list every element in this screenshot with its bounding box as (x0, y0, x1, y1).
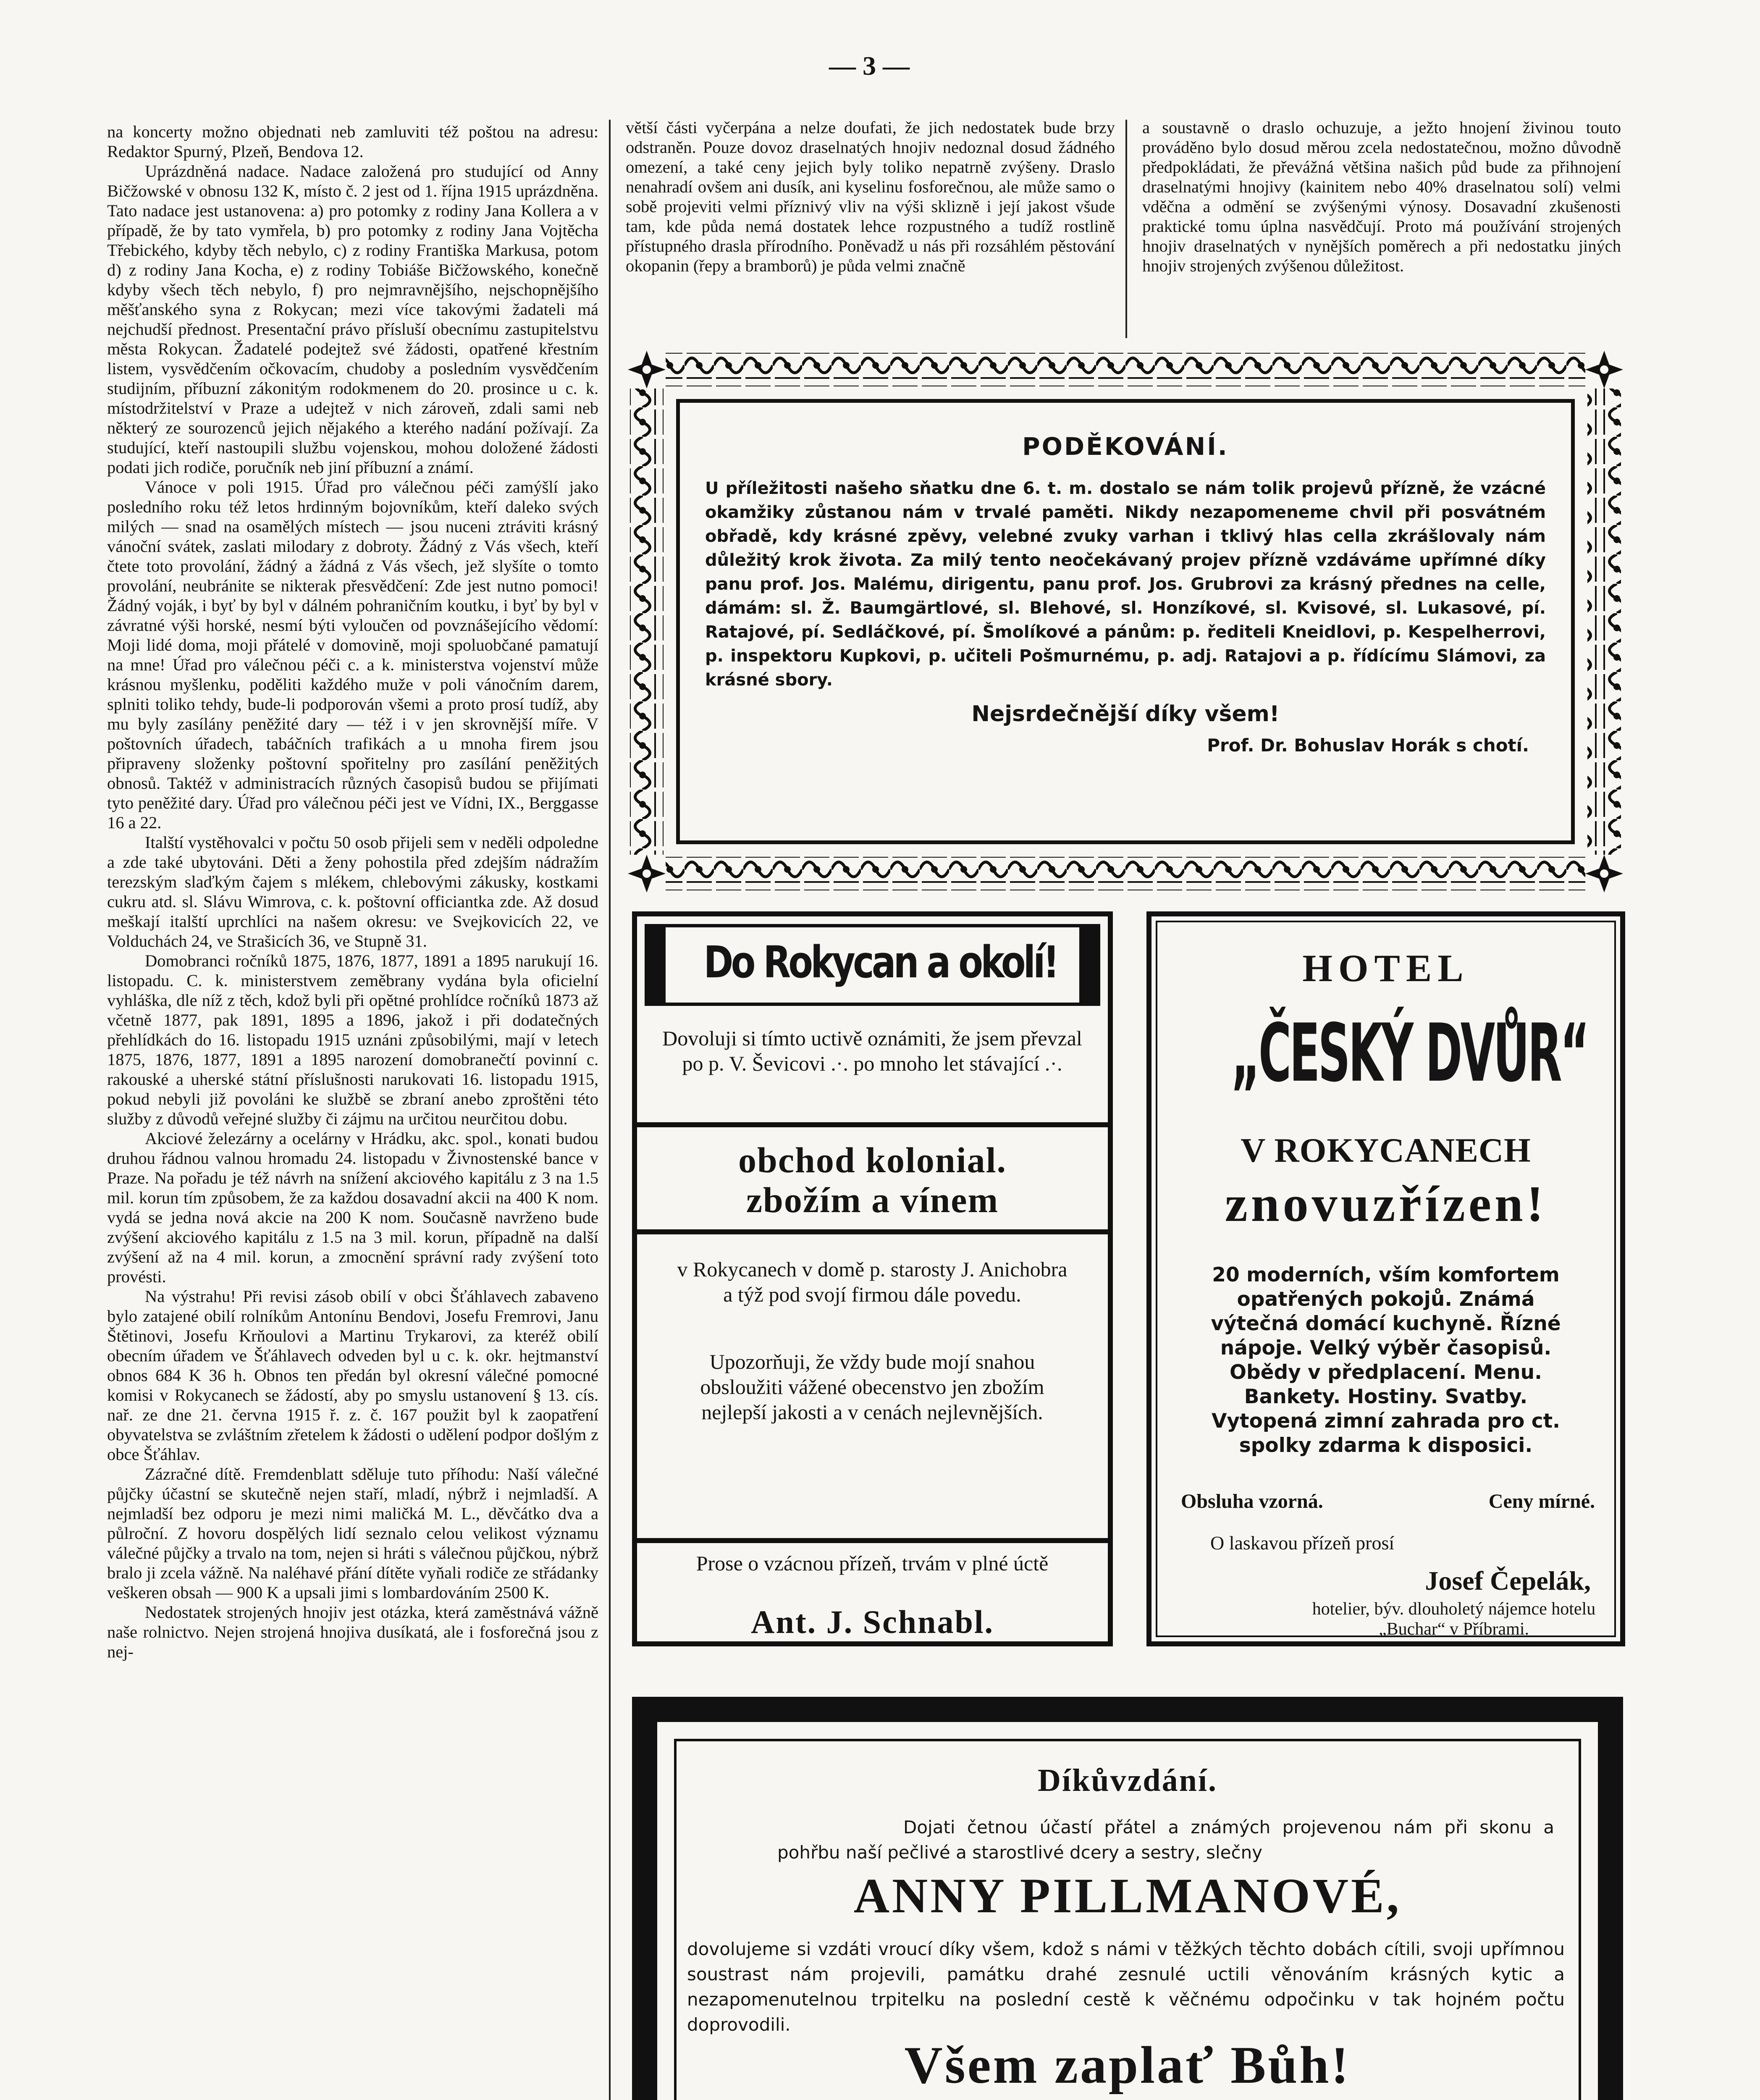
schnabl-notice: Upozorňuji, že vždy bude mojí snahou obsloužiti vážené obecenstvo jen zbožím nejlepší jakosti a v cenách nejlevnějších. (700, 1350, 1044, 1424)
pillman-title: Díkůvzdání. (1038, 1763, 1217, 1798)
schnabl-headline-box (645, 924, 1100, 1006)
hotel-ad (1146, 911, 1625, 1646)
news-column-3 (1142, 118, 1621, 340)
article-zazracne-dite: Zázračné dítě. Fremdenblatt sděluje tuto příhodu: Naší válečné půjčky účastní se skutečně nejen staří, mladí, nýbrž i nejmladší. A nejmladší bez odporu je mezi nimi maličká M. L., děvčátko dva a půlroční. Z hovoru dospělých lidí seznalo celou velikost významu válečné půjčky a trvalo na tom, nejen si hráti s válečnou půjčkou, nýbrž bralo ji zcela vážně. Na naléhavé přání dítěte vyňali rodiče ze střádanky veškeren obsah — 900 K a upsali jimi s lombardováním 2500 K. (107, 1465, 598, 1602)
schnabl-rule-2 (637, 1229, 1108, 1234)
hotel-owner: Josef Čepelák, (1425, 1566, 1591, 1596)
article-nadace: Uprázdněná nadace. Nadace založená pro studující od Anny Bičžowské v obnosu 132 K, místo č. 2 jest od 1. října 1915 uprázdněna. Tato nadace jest ustanovena: a) pro potomky z rodiny Jana Kollera a v případě, že by tato vymřela, b) pro potomky z rodiny Jana Vojtěcha Třebického, kdyby těch nebylo, c) z rodiny Františka Markusa, potom d) z rodiny Jana Kocha, e) z rodiny Tobiáše Bičžowského, konečně kdyby všech těch nebylo, f) pro nejmravnějšího, nejschopnějšího měšťanského syna z Rokycan; mezi více takovými žadateli má nejchudší přednost. Presentační právo přísluší obecnímu zastupitelstvu města Rokycan. Žadatelé podejtež své žádosti, opatřené křestním listem, vysvědčením očkovacím, chudoby a posledním vysvědčením studijním, příbuzní zákonitým rodokmenem do 20. prosince u c. k. místodržitelství v Praze a udejtež v nich zároveň, zdali sami neb některý ze sourozenců jejich nějakého a kterého nadání požívají. Za studující, kteří nastoupili službu vojenskou, mohou doložené žádosti podati jich rodiče, poručník neb jiní příbuzní a známí. (107, 162, 598, 477)
news-column-2 (626, 118, 1115, 340)
pillman-intro: Dojati četnou účastí přátel a známých projevenou nám při skonu a pohřbu naší pečlivé a starostlivé dcery a sestry, slečny (777, 1817, 1554, 1863)
schnabl-location: v Rokycanech v domě p. starosty J. Anichobra a týž pod svojí firmou dále povedu. (677, 1257, 1068, 1306)
news-column-1 (107, 122, 598, 2100)
thanks-ad (626, 349, 1625, 895)
schnabl-shop-line-2: zbožím a vínem (746, 1180, 999, 1220)
schnabl-intro: Dovoluji si tímto uctivě oznámiti, že jsem převzal po p. V. Ševicovi .·. po mnoho let stávající .·. (662, 1026, 1082, 1075)
thanks-title: PODĚKOVÁNÍ. (1022, 432, 1229, 461)
thanks-body: U příležitosti našeho sňatku dne 6. t. m. dostalo se nám tolik projevů přízně, že vzácné okamžiky zůstanou nám v trvalé paměti. Nikdy nezapomeneme chvil při posvátném obřadě, kdy krásné zpěvy, velebné zvuky varhan i tklivý hlas cella zkrášlovaly nám důležitý krok života. Za milý tento neočekávaný projev přízně vzdáváme upřímné díky panu prof. Jos. Malému, dirigentu, panu prof. Jos. Grubrovi za krásný přednes na celle, dámám: sl. Ž. Baumgärtlové, sl. Blehové, sl. Honzíkové, sl. Kvisové, sl. Lukasové, pí. Ratajové, pí. Sedláčkové, pí. Šmolíkové a pánům: p. řediteli Kneidlovi, p. Kespelherrovi, p. inspektoru Kupkovi, p. učiteli Pošmurnému, p. adj. Ratajovi a p. řídícímu Slámovi, za krásné sbory. (705, 479, 1546, 690)
page-number: — 3 — (829, 51, 910, 81)
pillman-ad (674, 1739, 1581, 2100)
hotel-city: V ROKYCANECH (1241, 1131, 1531, 1169)
schnabl-rule-3 (637, 1538, 1108, 1543)
hotel-prices: Ceny mírné. (1488, 1490, 1595, 1512)
pillman-ad-bar-right (1598, 1697, 1623, 2100)
schnabl-headline: Do Rokycan a okolí! (703, 937, 1057, 988)
article-hnojiva-cont: větší části vyčerpána a nelze doufati, že jich nedostatek bude brzy odstraněn. Pouze dovoz draselnatých hnojiv nedoznal dosud žádného omezení, a také ceny jejich byly toliko nepatrně zvýšeny. Draslo nenahradí ovšem ani dusík, ani kyselinu fosforečnou, ale může samo o sobě projeviti velmi příznivý vliv na výši sklizně i její jakost všude tam, kde půda nemá dostatek lehce rozpustného a tudíž rostlině přístupného drasla přírodního. Poněvadž u nás při rozsáhlém pěstování okopanin (řepy a bramborů) je půda velmi značně (626, 118, 1115, 275)
hotel-name: „ČESKÝ DVŮR“ (1231, 1007, 1588, 1100)
column-rule-2 (1125, 120, 1127, 338)
pillman-ad-bar-top (632, 1697, 1623, 1722)
hotel-service: Obsluha vzorná. (1181, 1490, 1323, 1512)
headline-bar-left (648, 927, 666, 1003)
article-hnojiva-end: a soustavně o draslo ochuzuje, a ježto hnojení živinou touto prováděno bylo dosud měrou zcela nedostatečnou, možno důvodně předpokládati, že převážná většina našich půd bude za přihnojení draselnatými hnojivy (kainitem nebo 40% draselnatou solí) velmi vděčna a odmění se zvýšenými výnosy. Dosavadní zkušenosti praktické tomu úplna nasvědčují. Proto má používání strojených hnojiv draselnatých v nynějších poměrech a při nedostatku jiných hnojiv strojených zvýšenou důležitost. (1142, 118, 1621, 275)
article-vystraha: Na výstrahu! Při revisi zásob obilí v obci Šťáhlavech zabaveno bylo zatajené obilí rolníkům Antonínu Bendovi, Josefu Fremrovi, Janu Štětinovi, Josefu Krňoulovi a Martinu Trykarovi, za kteréž obilí obecním úřadem ve Šťáhlavech odveden byl u c. k. okr. hejtmanství obnos 684 K 36 h. Obnos ten předán byl okresní válečné pomocné komisi v Rokycanech se žádostí, aby po smyslu ustanovení § 13. cís. nař. ze dne 21. června 1915 ř. z. č. 167 použit byl k zaopatření obyvatelstva se zvláštním zřetelem k žádosti o udělení podpor došlým z obce Šťáhlav. (107, 1287, 598, 1464)
hotel-owner-note: hotelier, býv. dlouholetý nájemce hotelu „Buchar“ v Příbrami. (1312, 1599, 1596, 1639)
thanks-closing: Nejsrdečnější díky všem! (971, 701, 1280, 727)
pillman-body: dovolujeme si vzdáti vroucí díky všem, kdož s námi v těžkých těchto dobách cítili, svoji upřímnou soustrast nám projevili, památku drahé zesnulé uctili věnováním krásných kytic a nezapomenutelnou trpitelku na poslední cestě k věčnému odpočinku v tak hojném počtu doprovodili. (687, 1939, 1565, 2035)
pillman-name: ANNY PILLMANOVÉ, (853, 1868, 1402, 1923)
headline-bar-right (1079, 927, 1097, 1003)
article-zelezarny: Akciové železárny a ocelárny v Hrádku, akc. spol., konati budou druhou řádnou valnou hromadu 24. listopadu v Živnostenské bance v Praze. Na pořadu je též návrh na snížení akciového kapitálu z 3 na 1.5 mil. korun tím způsobem, že za každou dosavadní akcii na 400 K nom. vydá se jedna nová akcie na 200 K nom. Současně navrženo bude zvýšení akciového kapitálu z 1.5 na 3 mil. korun, případně na další zvýšení až na 4 mil. korun, a zmocnění správní rady zvýšení toto provésti. (107, 1129, 598, 1286)
article-domobranci: Domobranci ročníků 1875, 1876, 1877, 1891 a 1895 narukují 16. listopadu. C. k. ministerstvem zeměbrany vydána byla oficielní vyhláška, dle níž z těch, kdož byli při opětné prohlídce ročníků 1873 až včetně 1877, pak 1891, 1895 a 1896, jakož i při dodatečných přehlídkách do 16. listopadu 1915 uznáni způsobilými, mají v letech 1875, 1876, 1877, 1891 a 1895 narození domobranečtí povinní c. rakouské a uherské státní příslušnosti narukovati 16. listopadu 1915, pokud nebyli již povoláni ke službě se zbraní anebo zproštěni této služby z důvodů veřejné služby či zájmu na určitou neurčitou dobu. (107, 951, 598, 1128)
column-rule-1 (609, 120, 611, 2100)
schnabl-request: Prose o vzácnou přízeň, trvám v plné úctě (696, 1551, 1049, 1575)
article-hnojiva: Nedostatek strojených hnojiv jest otázka, která zaměstnává vážně naše rolnictvo. Nejen strojená hnojiva dusíkatá, ale i fosforečná jsou z nej- (107, 1603, 598, 1661)
article-vanoce: Vánoce v poli 1915. Úřad pro válečnou péči zamýšlí jako posledního roku též letos hrdinným bojovníkům, kteří daleko svých milých — snad na osamělých místech — jsou nuceni ztráviti krásný vánoční svátek, zaslati milodary z dobroty. Žádný z Vás všech, kteří čtete toto provolání, žádný a žádná z Vás všech, jež slyšíte o tomto provolání, neubránite se nikterak přesvědčení: Zde jest nutno pomoci! Žádný voják, i byť by byl v dálném pohraničním koutku, i byť by byl v závratné výši horské, nesmí býti vyloučen od povznášejícího vědomí: Moji lidé doma, moji přátelé v domovině, moji spoluobčané pamatují na mne! Úřad pro válečnou péči c. a k. ministerstva vojenství může krásnou myšlenku, poděliti každého muže v poli vánočním darem, splniti toliko tehdy, bude-li podporován všemi a proto prosí tudíž, aby mu byly zasílány peněžité dary — též i v jen skrovnější míře. V poštovních úřadech, tabáčních trafikách a u mnoha firem jsou připraveny složenky poštovní spořitelny pro zasílání peněžitých obnosů. Taktéž v administracích různých časopisů budou se přijímati tyto peněžité dary. Úřad pro válečnou péči jest ve Vídni, IX., Berggasse 16 a 22. (107, 478, 598, 832)
schnabl-signature: Ant. J. Schnabl. (751, 1604, 994, 1640)
article-vystehovalci: Italští vystěhovalci v počtu 50 osob přijeli sem v neděli odpoledne a zde také ubytováni. Děti a ženy pohostila před zdejším nádražím terezským slaďkým čajem s mlékem, chlebovými zákusky, kostkami cukru atd. sl. Slávu Wimrova, c. k. poštovní officiantka zde. Až dosud meškají italští uprchlíci na našem okresu: ve Svejkovicích 22, ve Volduchách 24, ve Strašicích 36, ve Stupně 31. (107, 833, 598, 950)
hotel-request: O laskavou přízeň prosí (1210, 1532, 1395, 1554)
schnabl-shop-line-1: obchod kolonial. (738, 1140, 1007, 1180)
article-continuation: na koncerty možno objednati neb zamluviti též poštou na adresu: Redaktor Spurný, Plzeň, Bendova 12. (107, 122, 598, 161)
hotel-label: HOTEL (1302, 947, 1469, 990)
pillman-blessing: Všem zaplať Bůh! (904, 2036, 1351, 2095)
schnabl-rule-1 (637, 1122, 1108, 1127)
hotel-features: 20 moderních, vším komfortem opatřených pokojů. Známá výtečná domácí kuchyně. Řízné nápoje. Velký výběr časopisů. Obědy v předplacení. Menu. Bankety. Hostiny. Svatby. Vytopená zimní zahrada pro ct. spolky zdarma k disposici. (1211, 1263, 1561, 1457)
hotel-status: znovuzřízen! (1225, 1176, 1547, 1232)
schnabl-ad (632, 911, 1113, 1646)
thanks-signature: Prof. Dr. Bohuslav Horák s chotí. (1207, 735, 1529, 756)
thanks-ad-inner (676, 399, 1575, 844)
pillman-ad-bar-left (632, 1697, 657, 2100)
